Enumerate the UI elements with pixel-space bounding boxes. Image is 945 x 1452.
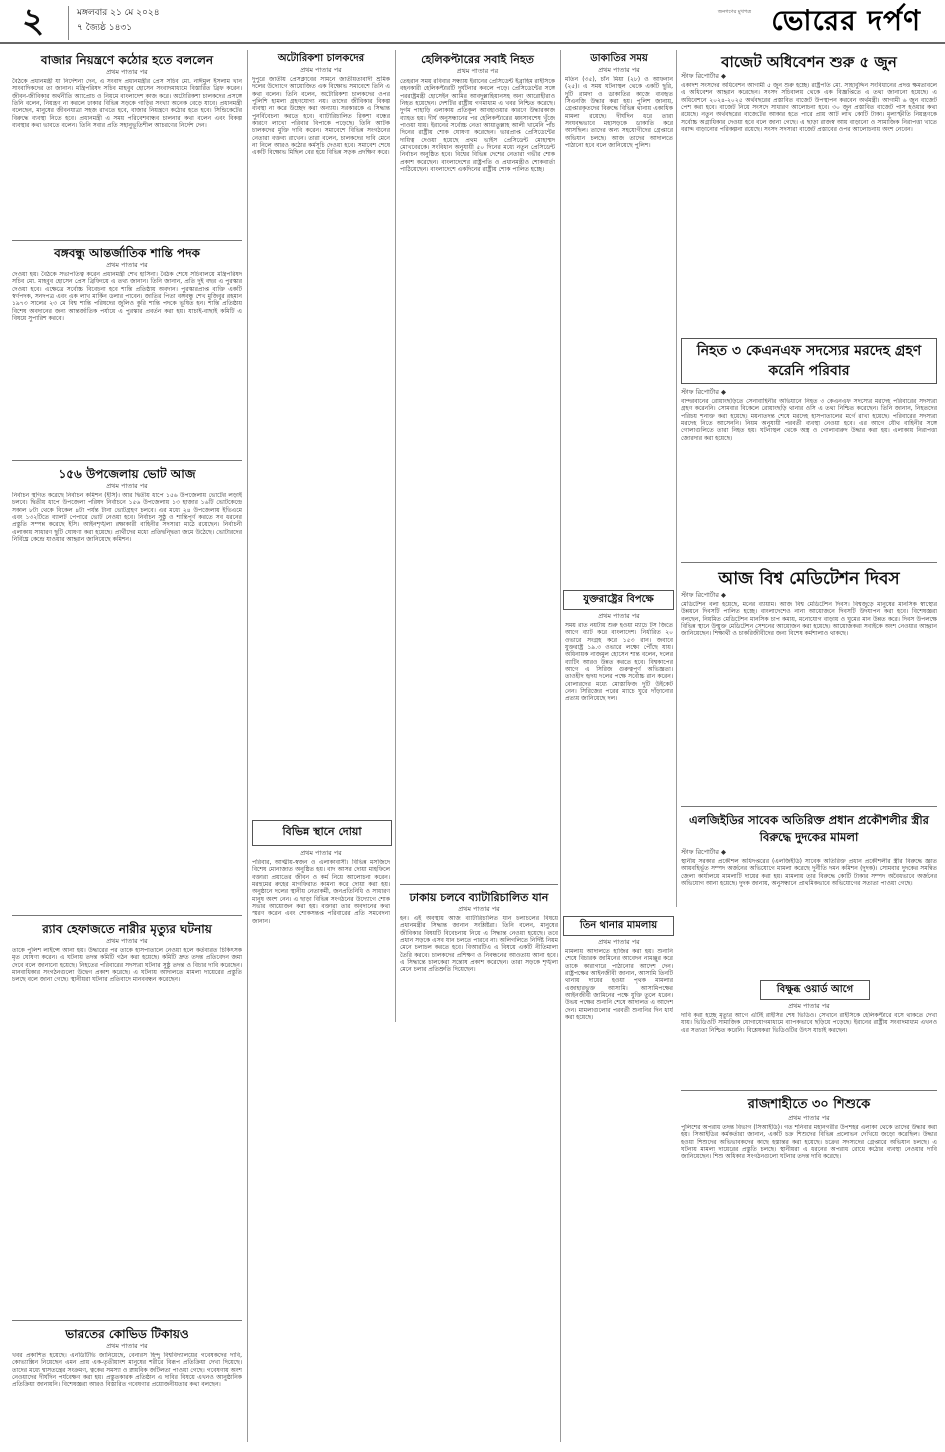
article-body: নির্বাচন স্থগিত করেছে নির্বাচন কমিশন (ইসি)। আর দ্বিতীয় ধাপে ১৫৬ উপজেলায় ভোটের লড়াই চলবে। দ্বিতীয় ধাপে উপজেলা পরিষদ নির্বাচনে ১৫৬ উপজেলায় ১৩ হাজার ১৬টি ভোটকেন্দ্রে সকাল ৮টা থেকে বিকেল ৪টা পর্যন্ত টানা ভোটগ্রহণ চলবে। এর মধ্যে ২৪ উপজেলায় ইভিএমে এবং ১৩২টিতে ব্যালট পেপারে ভোট নেওয়া হবে। নির্বাচন সুষ্ঠু ও শান্তিপূর্ণ করতে সব ধরনের প্রস্তুতি সম্পন্ন করেছে ইসি। আইনশৃঙ্খলা রক্ষাকারী বাহিনীর সদস্যরা মাঠে রয়েছেন। নির্বাচনী এলাকায় সাধারণ ছুটি ঘোষণা করা হয়েছে। প্রার্থীদের মধ্যে প্রতিদ্বন্দ্বিতা জমে উঠেছে। ভোটারদের নির্বিঘ্নে কেন্দ্রে যাওয়ার আহ্বান জানিয়েছে কমিশন। [12,492,242,544]
column-rule [676,50,677,907]
divider [12,1320,242,1321]
column-rule [247,50,248,1442]
headline: ভারতের কোভিড টিকায়ও [65,1327,189,1341]
headline: যুক্তরাষ্ট্রের বিপক্ষে [583,594,654,605]
page-number: ২ [22,1,45,41]
article-body: তেহরান সময় রবিবার সন্ধ্যায় ইরানের প্রেসিডেন্ট ইব্রাহিম রাইসিকে বহনকারী হেলিকপ্টারটি দুর্ঘটনার কবলে পড়ে। প্রেসিডেন্টের সঙ্গে পররাষ্ট্রমন্ত্রী হোসেইন আমির আবদুল্লাহিয়ানসহ অন্য আরোহীরাও নিহত হয়েছেন। দেশটির রাষ্ট্রীয় গণমাধ্যম এ খবর নিশ্চিত করেছে। দুর্গম পাহাড়ি এলাকায় প্রতিকূল আবহাওয়ার কারণে উদ্ধারকাজ ব্যাহত হয়। দীর্ঘ অনুসন্ধানের পর হেলিকপ্টারের ধ্বংসাবশেষ খুঁজে পাওয়া যায়। ইরানের সর্বোচ্চ নেতা আয়াতুল্লাহ আলী খামেনি পাঁচ দিনের রাষ্ট্রীয় শোক ঘোষণা করেছেন। ভারপ্রাপ্ত প্রেসিডেন্টের দায়িত্ব দেওয়া হয়েছে প্রথম ভাইস প্রেসিডেন্ট মোহাম্মদ মোখবেরকে। সংবিধান অনুযায়ী ৫০ দিনের মধ্যে নতুন প্রেসিডেন্ট নির্বাচন অনুষ্ঠিত হবে। বিশ্বের বিভিন্ন দেশের নেতারা গভীর শোক প্রকাশ করেছেন। বাংলাদেশের রাষ্ট্রপতি ও প্রধানমন্ত্রীও শোকবার্তা পাঠিয়েছেন। বাংলাদেশে একদিনের রাষ্ট্রীয় শোক পালিত হচ্ছে। [400,78,555,174]
brand-logo: ভোরের দর্পণ [771,4,921,37]
divider [681,806,937,807]
article-body: বৈঠকে প্রধানমন্ত্রী যা নির্দেশনা দেন, এ সংবাদ প্রধানমন্ত্রীর প্রেস সচিব মো. নাঈমুল ইসলাম খান সাংবাদিকদের তা জানান। মন্ত্রিপরিষদ সচিব মাহবুব হোসেন সংবাদমাধ্যমে বিস্তারিত ব্রিফ করেন। জীবন-জীবিকার অর্থনীতি অ্যাপ্রোচ ও নিয়মে বাংলাদেশ কাজ করে। অটোরিকশা চালকদের প্রসঙ্গে তিনি বলেন, নিয়ন্ত্রণ না করলে ঢাকার বিভিন্ন সড়কে গাড়ির সংখ্যা অনেক বেড়ে যাবে। প্রধানমন্ত্রী বলেছেন, মানুষের জীবনযাত্রা সহজ রাখতে হবে, বাজার নিয়ন্ত্রণে কঠোর হতে হবে। সিন্ডিকেটের বিরুদ্ধে ব্যবস্থা নিতে হবে। প্রধানমন্ত্রী এ সময় পরিবেশবান্ধব চালনার কথা বলেন এবং বিকল্প ব্যবস্থার কথা ভাবতে বলেন। তিনি সবার প্রতি সহানুভূতিশীল আচরণের নির্দেশ দেন। [12,78,242,130]
byline: স্টাফ রিপোর্টার ◆ [681,388,727,396]
divider [12,915,242,916]
divider [12,240,242,241]
byline: স্টাফ রিপোর্টার ◆ [681,72,727,80]
headline: ডাকাতির সময় [590,53,648,64]
byline: প্রথম পাতার পর [106,68,148,76]
headline: নিহত ৩ কেএনএফ সদস্যের মরদেহ গ্রহণ করেনি পরিবার [696,343,922,379]
headline: বিক্ষুব্ধ ওয়ার্ড আগে [776,984,854,995]
article-body: পুলিশের অপরাধ তদন্ত বিভাগ (সিআইডি)। গত শনিবার মহানগরীর উপশহর এলাকা থেকে তাদের উদ্ধার করা হয়। সিআইডির কর্মকর্তারা জানান, একটি চক্র শিশুদের বিভিন্ন প্রলোভন দেখিয়ে জড়ো করেছিল। উদ্ধার হওয়া শিশুদের অভিভাবকদের কাছে হস্তান্তর করা হয়েছে। চক্রের সদস্যদের গ্রেপ্তারে অভিযান চলছে। এ ঘটনায় মামলা দায়েরের প্রস্তুতি চলছে। স্থানীয়রা এ ধরনের অপরাধ রোধে কঠোর ব্যবস্থা নেওয়ার দাবি জানিয়েছেন। শিশু অধিকার সংগঠনগুলো ঘটনার তদন্ত দাবি করেছে। [681,1124,937,1161]
byline: প্রথম পাতার পর [300,849,342,857]
byline: স্টাফ রিপোর্টার ◆ [681,848,727,856]
headline: অটোরিকশা চালকদের [277,53,365,64]
brand-tagline: জনগণের মুখপত্র [717,9,751,15]
article-body: দাবি করা হচ্ছে মৃত্যুর আগে এটিই রাইসির শেষ ভিডিও। সেখানে রাইসিকে হেলিকপ্টারে বসে থাকতে দেখা যায়। ভিডিওটি সামাজিক যোগাযোগমাধ্যমে ব্যাপকভাবে ছড়িয়ে পড়েছে। ইরানের রাষ্ট্রীয় সংবাদমাধ্যম এখনও এর সত্যতা নিশ্চিত করেনি। বিশ্লেষকরা ভিডিওটির উৎস যাচাই করছেন। [681,1012,937,1034]
byline: প্রথম পাতার পর [788,1114,830,1122]
article-body: হন। এই অবস্থায় আজ ব্যাটারিচালিত যান চলাচলের বিষয়ে প্রধানমন্ত্রীর সিদ্ধান্ত জানান সংশ্লিষ্টরা। তিনি বলেন, মানুষের জীবিকার বিষয়টি বিবেচনায় নিয়ে এ সিদ্ধান্ত নেওয়া হয়েছে। তবে প্রধান সড়কে এসব যান চলতে পারবে না। অলিগলিতে নির্দিষ্ট নিয়ম মেনে চলাচল করতে হবে। বিআরটিএ এ বিষয়ে একটি নীতিমালা তৈরি করবে। চালকদের প্রশিক্ষণ ও নিবন্ধনের আওতায় আনা হবে। এ সিদ্ধান্তে চালকেরা সন্তোষ প্রকাশ করেছেন। তারা সড়কে শৃঙ্খলা মেনে চলার প্রতিশ্রুতি দিয়েছেন। [400,915,558,974]
article-body: পরিবার, আত্মীয়-স্বজন ও এলাকাবাসী। বিভিন্ন মসজিদে বিশেষ মোনাজাত অনুষ্ঠিত হয়। বাদ আসর দোয়া মাহফিলে বক্তারা প্রয়াতের জীবন ও কর্ম নিয়ে আলোচনা করেন। মরহুমের রুহের মাগফিরাত কামনা করে দোয়া করা হয়। অনুষ্ঠানে দলের স্থানীয় নেতাকর্মী, জনপ্রতিনিধি ও সাধারণ মানুষ অংশ নেন। এ ছাড়া বিভিন্ন সংগঠনের উদ্যোগে শোক সভার আয়োজন করা হয়। বক্তারা তার অবদানের কথা স্মরণ করেন এবং শোকসন্তপ্ত পরিবারের প্রতি সমবেদনা জানান। [252,859,390,925]
article-body: খবর প্রকাশিত হয়েছে। এনডিটিভি জানিয়েছে, বেনারস হিন্দু বিশ্ববিদ্যালয়ের গবেষকদের দাবি, কোভ্যাক্সিন নিয়েছেন এমন প্রায় এক-তৃতীয়াংশ মানুষের শরীরে বিরূপ প্রতিক্রিয়া দেখা দিয়েছে। তাদের মধ্যে শ্বাসতন্ত্রের সংক্রমণ, ত্বকের সমস্যা ও স্নায়বিক জটিলতা পাওয়া গেছে। গবেষণায় অংশ নেওয়াদের দীর্ঘদিন পর্যবেক্ষণ করা হয়। প্রস্তুতকারক প্রতিষ্ঠান এ দাবির বিষয়ে এখনও আনুষ্ঠানিক প্রতিক্রিয়া জানায়নি। বিশেষজ্ঞরা আরও বিস্তারিত গবেষণার প্রয়োজনীয়তার কথা বলছেন। [12,1352,242,1389]
article-body: একাদশ সংসদের অধিবেশন আগামী ৫ জুন শুরু হচ্ছে। রাষ্ট্রপতি মো. সাহাবুদ্দিন সংবিধানের প্রদত্ত ক্ষমতাবলে এ অধিবেশন আহ্বান করেছেন। সংসদ সচিবালয় থেকে এক বিজ্ঞপ্তিতে এ তথ্য জানানো হয়েছে। এ অধিবেশনে ২০২৪-২০২৫ অর্থবছরের প্রস্তাবিত বাজেট উপস্থাপন করবেন অর্থমন্ত্রী। আগামী ৬ জুন বাজেট পেশ করা হবে। বাজেট নিয়ে সংসদে সাধারণ আলোচনা হবে। ৩০ জুন প্রস্তাবিত বাজেট পাস হওয়ার কথা রয়েছে। নতুন অর্থবছরের বাজেটের আকার হতে পারে প্রায় আট লাখ কোটি টাকা। মূল্যস্ফীতি নিয়ন্ত্রণকে সর্বোচ্চ অগ্রাধিকার দেওয়া হবে বলে জানা গেছে। এ ছাড়া রাজস্ব আয় বাড়ানো ও সামাজিক নিরাপত্তা খাতে বরাদ্দ বাড়ানোর পরিকল্পনা রয়েছে। সংসদ সদস্যরা বাজেট প্রস্তাবের ওপর আলোচনায় অংশ নেবেন। [681,82,937,134]
headline: রাজশাহীতে ৩০ শিশুকে [747,1097,871,1112]
divider [12,460,242,461]
date-gregorian: মঙ্গলবার ২১ মে ২০২৪ [77,8,160,18]
date-bangla: ৭ জ্যৈষ্ঠ ১৪৩১ [77,23,133,33]
masthead-brand [681,4,921,40]
column-rule [560,50,561,1442]
article-body: সময় রাত নয়টায় শুরু হওয়া ম্যাচে টস জিতে আগে ব্যাট করে বাংলাদেশ। নির্ধারিত ২০ ওভারে সংগ্রহ করে ১৫৩ রান। জবাবে যুক্তরাষ্ট্র ১৯.৩ ওভারে লক্ষ্যে পৌঁছে যায়। অধিনায়ক নাজমুল হোসেন শান্ত বলেন, দলের ব্যাটিং আরও উন্নত করতে হবে। বিশ্বকাপের আগে এ সিরিজ গুরুত্বপূর্ণ অভিজ্ঞতা। তাওহীদ হৃদয় দলের পক্ষে সর্বোচ্চ রান করেন। বোলারদের মধ্যে মোস্তাফিজ দুটি উইকেট নেন। সিরিজের পরের ম্যাচে ঘুরে দাঁড়ানোর প্রত্যয় জানিয়েছে দল। [565,622,673,703]
column-rule [395,50,396,1022]
headline: আজ বিশ্ব মেডিটেশন দিবস [718,569,900,589]
byline: প্রথম পাতার পর [106,261,148,269]
byline: প্রথম পাতার পর [598,938,640,946]
headline: ঢাকায় চলবে ব্যাটারিচালিত যান [409,891,549,904]
byline: প্রথম পাতার পর [458,905,500,913]
headline: হেলিকপ্টারের সবাই নিহত [421,53,534,66]
article-body: মেডিটেশন বলা হয়েছে, মনের ব্যায়াম। আজ বিশ্ব মেডিটেশন দিবস। বিশ্বজুড়ে মানুষের মানসিক স্বাস্থ্যের উন্নয়নে দিবসটি পালিত হচ্ছে। বাংলাদেশেও নানা আয়োজনে দিবসটি উদযাপন করা হবে। বিশেষজ্ঞরা বলছেন, নিয়মিত মেডিটেশন মানসিক চাপ কমায়, মনোযোগ বাড়ায় ও ঘুমের মান উন্নত করে। দিবস উপলক্ষে বিভিন্ন স্থানে উন্মুক্ত মেডিটেশন সেশনের আয়োজন করা হয়েছে। আয়োজকরা সবাইকে অংশ নেওয়ার আহ্বান জানিয়েছেন। শিক্ষার্থী ও চাকরিজীবীদের জন্য বিশেষ কর্মশালাও থাকছে। [681,601,937,638]
page-header [0,0,945,44]
byline: প্রথম পাতার পর [456,67,499,75]
divider [681,562,937,563]
byline: প্রথম পাতার পর [106,1342,148,1350]
byline: প্রথম পাতার পর [598,612,640,620]
article-body: মামলায় আদালতে হাজির করা হয়। শুনানি শেষে বিচারক জামিনের আবেদন নামঞ্জুর করে তাকে কারাগারে পাঠানোর আদেশ দেন। রাষ্ট্রপক্ষের আইনজীবী জানান, আসামি তিনটি থানায় দায়ের হওয়া পৃথক মামলার এজাহারভুক্ত আসামি। আসামিপক্ষের আইনজীবী জামিনের পক্ষে যুক্তি তুলে ধরেন। উভয় পক্ষের শুনানি শেষে আদালত এ আদেশ দেন। মামলাগুলোর পরবর্তী শুনানির দিন ধার্য করা হয়েছে। [565,948,673,1022]
article-body: মতিন (৩৫), চাঁন মিয়া (২৮) ও আফনান (২৫)। এ সময় ঘটনাস্থল থেকে একটি ছুরি, দুটি রামদা ও ডাকাতির কাজে ব্যবহৃত সিএনজি উদ্ধার করা হয়। পুলিশ জানায়, গ্রেপ্তারকৃতদের বিরুদ্ধে বিভিন্ন থানায় একাধিক মামলা রয়েছে। দীর্ঘদিন ধরে তারা সংঘবদ্ধভাবে মহাসড়কে ডাকাতি করে আসছিল। তাদের অন্য সহযোগীদের গ্রেপ্তারে অভিযান চলছে। আজ তাদের আদালতে পাঠানো হবে বলে জানিয়েছে পুলিশ। [565,76,673,150]
headline: বঙ্গবন্ধু আন্তর্জাতিক শান্তি পদক [54,246,200,260]
headline: ১৫৬ উপজেলায় ভোট আজ [58,467,196,481]
issue-date [68,6,208,40]
article-body: দেওয়া হয়। বৈঠকে সভাপতিত্ব করেন প্রধানমন্ত্রী শেখ হাসিনা। বৈঠক শেষে সচিবালয়ে মন্ত্রিপরিষদ সচিব মো. মাহবুব হোসেন প্রেস ব্রিফিংয়ে এ তথ্য জানান। তিনি জানান, প্রতি দুই বছর এ পুরস্কার দেওয়া হবে। এক্ষেত্রে সর্বোচ্চ বিবেচনা হবে শান্তি প্রতিষ্ঠায় অবদান। পুরস্কারপ্রাপ্ত ব্যক্তি একটি স্বর্ণপদক, সনদপত্র এবং এক লাখ মার্কিন ডলার পাবেন। জাতির পিতা বঙ্গবন্ধু শেখ মুজিবুর রহমান ১৯৭৩ সালের ২৩ মে বিশ্ব শান্তি পরিষদের জুলিও কুরি শান্তি পদকে ভূষিত হন। শান্তি প্রতিষ্ঠায় বিশেষ অবদানের জন্য আন্তর্জাতিক পর্যায়ে এ পুরস্কার প্রবর্তন করা হয়। যাচাই-বাছাই কমিটি এ বিষয়ে সুপারিশ করবে। [12,271,242,323]
byline: প্রথম পাতার পর [300,66,342,74]
divider [681,1090,937,1091]
divider [400,884,558,885]
byline: প্রথম পাতার পর [788,1002,830,1010]
headline: তিন থানার মামলায় [579,920,658,931]
headline: র‌্যাব হেফাজতে নারীর মৃত্যুর ঘটনায় [42,922,212,936]
article-body: স্থানীয় সরকার প্রকৌশল অধিদপ্তরের (এলজিইডি) সাবেক অতিরিক্ত প্রধান প্রকৌশলীর স্ত্রীর বিরুদ্ধে জ্ঞাত আয়বহির্ভূত সম্পদ অর্জনের অভিযোগে মামলা করেছে দুর্নীতি দমন কমিশন (দুদক)। সোমবার দুদকের সমন্বিত জেলা কার্যালয়ে মামলাটি দায়ের করা হয়। মামলায় তার বিরুদ্ধে কোটি টাকার সম্পদ অবৈধভাবে অর্জনের অভিযোগ আনা হয়েছে। দুদক জানায়, অনুসন্ধানে প্রাথমিকভাবে অভিযোগের সত্যতা পাওয়া গেছে। [681,858,937,888]
article-body: বান্দরবানের রোয়াংছড়িতে সেনাবাহিনীর অভিযানে নিহত ৩ কেএনএফ সদস্যের মরদেহ পরিবারের সদস্যরা গ্রহণ করেননি। সোমবার বিকেলে রোয়াংছড়ি থানার ওসি এ তথ্য নিশ্চিত করেছেন। তিনি জানান, নিহতদের পরিচয় শনাক্ত করা হয়েছে। ময়নাতদন্ত শেষে মরদেহ হাসপাতালের মর্গে রাখা হয়েছে। পরিবারের সদস্যরা মরদেহ নিতে আসেননি। নিয়ম অনুযায়ী পরবর্তী ব্যবস্থা নেওয়া হবে। এর আগে যৌথ বাহিনীর সঙ্গে গোলাগুলিতে তারা নিহত হয়। ঘটনাস্থল থেকে অস্ত্র ও গোলাবারুদ উদ্ধার করা হয়। এলাকায় নিরাপত্তা জোরদার করা হয়েছে। [681,398,937,442]
byline: প্রথম পাতার পর [106,482,148,490]
headline: বাজেট অধিবেশন শুরু ৫ জুন [721,53,897,71]
byline: স্টাফ রিপোর্টার ◆ [681,591,727,599]
byline: প্রথম পাতার পর [598,66,640,74]
headline: এলজিইডির সাবেক অতিরিক্ত প্রধান প্রকৌশলীর স্ত্রীর বিরুদ্ধে দুদকের মামলা [689,813,929,844]
article-body: দুপুরে জাতীয় প্রেসক্লাবের সামনে জাতীয়তাবাদী শ্রমিক দলের উদ্যোগে আয়োজিত এক বিক্ষোভ সমাবেশে তিনি এ কথা বলেন। তিনি বলেন, অটোরিকশা চালকদের ওপর পুলিশি হামলা গ্রহণযোগ্য নয়। তাদের জীবিকার বিকল্প ব্যবস্থা না করে উচ্ছেদ করা অন্যায়। সরকারকে এ সিদ্ধান্ত পুনর্বিবেচনা করতে হবে। ব্যাটারিচালিত রিকশা বন্ধের কারণে লাখো পরিবার বিপাকে পড়েছে। তিনি আটক চালকদের মুক্তি দাবি করেন। সমাবেশে বিভিন্ন সংগঠনের নেতারা বক্তব্য রাখেন। তারা বলেন, চালকদের দাবি মেনে না নিলে আরও কঠোর কর্মসূচি দেওয়া হবে। সমাবেশ শেষে একটি বিক্ষোভ মিছিল বের হয়ে বিভিন্ন সড়ক প্রদক্ষিণ করে। [252,76,390,157]
headline: বিভিন্ন স্থানে দোয়া [282,825,362,838]
headline: বাজার নিয়ন্ত্রণে কঠোর হতে বললেন [40,53,214,67]
article-body: তাকে পুলিশ লাইন্সে আনা হয়। উদ্ধারের পর তাকে হাসপাতালে নেওয়া হলে কর্তব্যরত চিকিৎসক মৃত ঘোষণা করেন। এ ঘটনায় তদন্ত কমিটি গঠন করা হয়েছে। কমিটি দ্রুত তদন্ত প্রতিবেদন জমা দেবে বলে জানানো হয়েছে। নিহতের পরিবারের সদস্যরা ঘটনার সুষ্ঠু তদন্ত ও বিচার দাবি করেছেন। মানবাধিকার সংগঠনগুলো উদ্বেগ প্রকাশ করেছে। এ ঘটনায় আদালতে মামলা দায়েরের প্রস্তুতি চলছে বলে জানা গেছে। স্থানীয়রা ঘটনার প্রতিবাদে মানববন্ধন করেছেন। [12,947,242,984]
byline: প্রথম পাতার পর [106,937,148,945]
